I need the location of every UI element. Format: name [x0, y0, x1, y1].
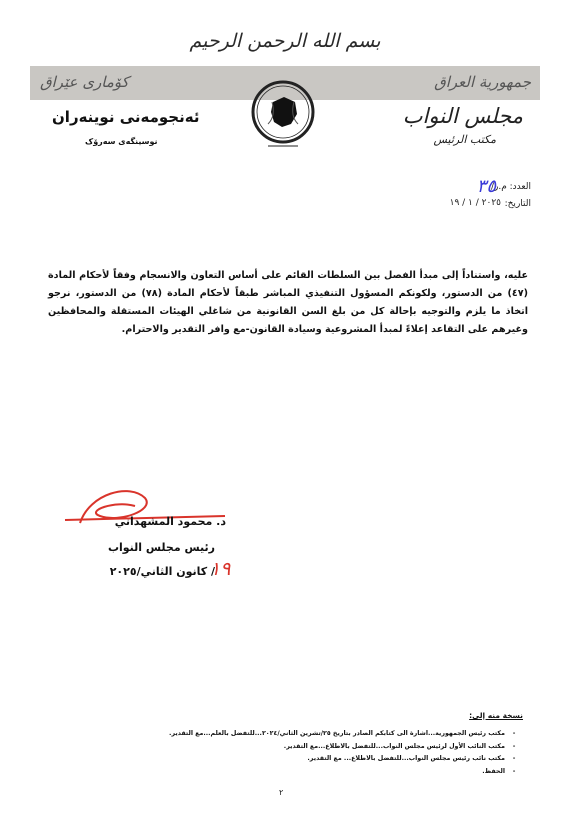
signatory-title: رئيس مجلس النواب: [107, 541, 215, 554]
date-value: ٢٠٢٥ / ١ / ١٩: [449, 198, 501, 208]
basmala: بسم الله الرحمن الرحيم: [189, 30, 381, 52]
kurdish-office-subtitle: نوسینگەی سەرۆک: [85, 137, 158, 146]
page-number: ٢: [279, 788, 284, 797]
emblem-icon: [246, 72, 320, 162]
arabic-institution-title: مجلس النواب: [402, 104, 523, 128]
list-item: - مكتب نائب رئيس مجلس النواب...للتفضل بالاطلاع... مع التقدير.: [307, 755, 516, 762]
signature-day-handwritten: ١٩: [210, 558, 231, 580]
signature-scribble: [60, 478, 230, 548]
header-band-kurdish: كۆماری عێراق: [40, 73, 129, 91]
reference-number-value: ٣٥: [476, 176, 496, 197]
list-item: - مكتب النائب الأول لرئيس مجلس النواب...للتفضل بالاطلاع...مع التقدير.: [283, 742, 516, 750]
signature-date: / كانون الثاني/٢٠٢٥: [109, 565, 215, 578]
reference-number-label: العدد: م.ر/: [490, 182, 531, 192]
letter-body: عليه، واستناداً إلى مبدأ الفصل بين السلطات القائم على أساس التعاون والانسجام وفقاً لأحكام المادة (٤٧) من الدستور، ولكونكم المسؤول التنفيذي المباشر طبقاً لأحكام المادة (٧٨) من الدستور، نرجو اتخاذ ما يلزم والتوجيه بإحالة كل من بلغ السن القانونية من شاغلي الهيئات المستقلة والمحافظين وغيرهم على التقاعد إعلاءً لمبدأ المشروعية وسيادة القانون-مع وافر التقدير والاحترام.: [48, 270, 528, 335]
list-item: - مكتب رئيس الجمهورية...اشارة الى كتابكم الصادر بتاريخ ٢٥/تشرين الثاني/٢٠٢٤...للتفضل بالعلم...مع التقدير.: [169, 730, 516, 737]
list-item: - الحفظ.: [482, 767, 516, 775]
kurdish-institution-title: ئەنجومەنی نوینەران: [52, 108, 200, 126]
header-band-arabic: جمهورية العراق: [434, 73, 531, 91]
arabic-office-subtitle: مكتب الرئيس: [433, 133, 496, 146]
copies-list: [103, 730, 523, 780]
parliament-emblem: [246, 72, 320, 162]
signatory-name: د. محمود المشهداني: [114, 515, 226, 528]
copies-heading: نسخة منه إلى:: [469, 711, 523, 720]
date-label: التاريخ:: [504, 199, 531, 209]
